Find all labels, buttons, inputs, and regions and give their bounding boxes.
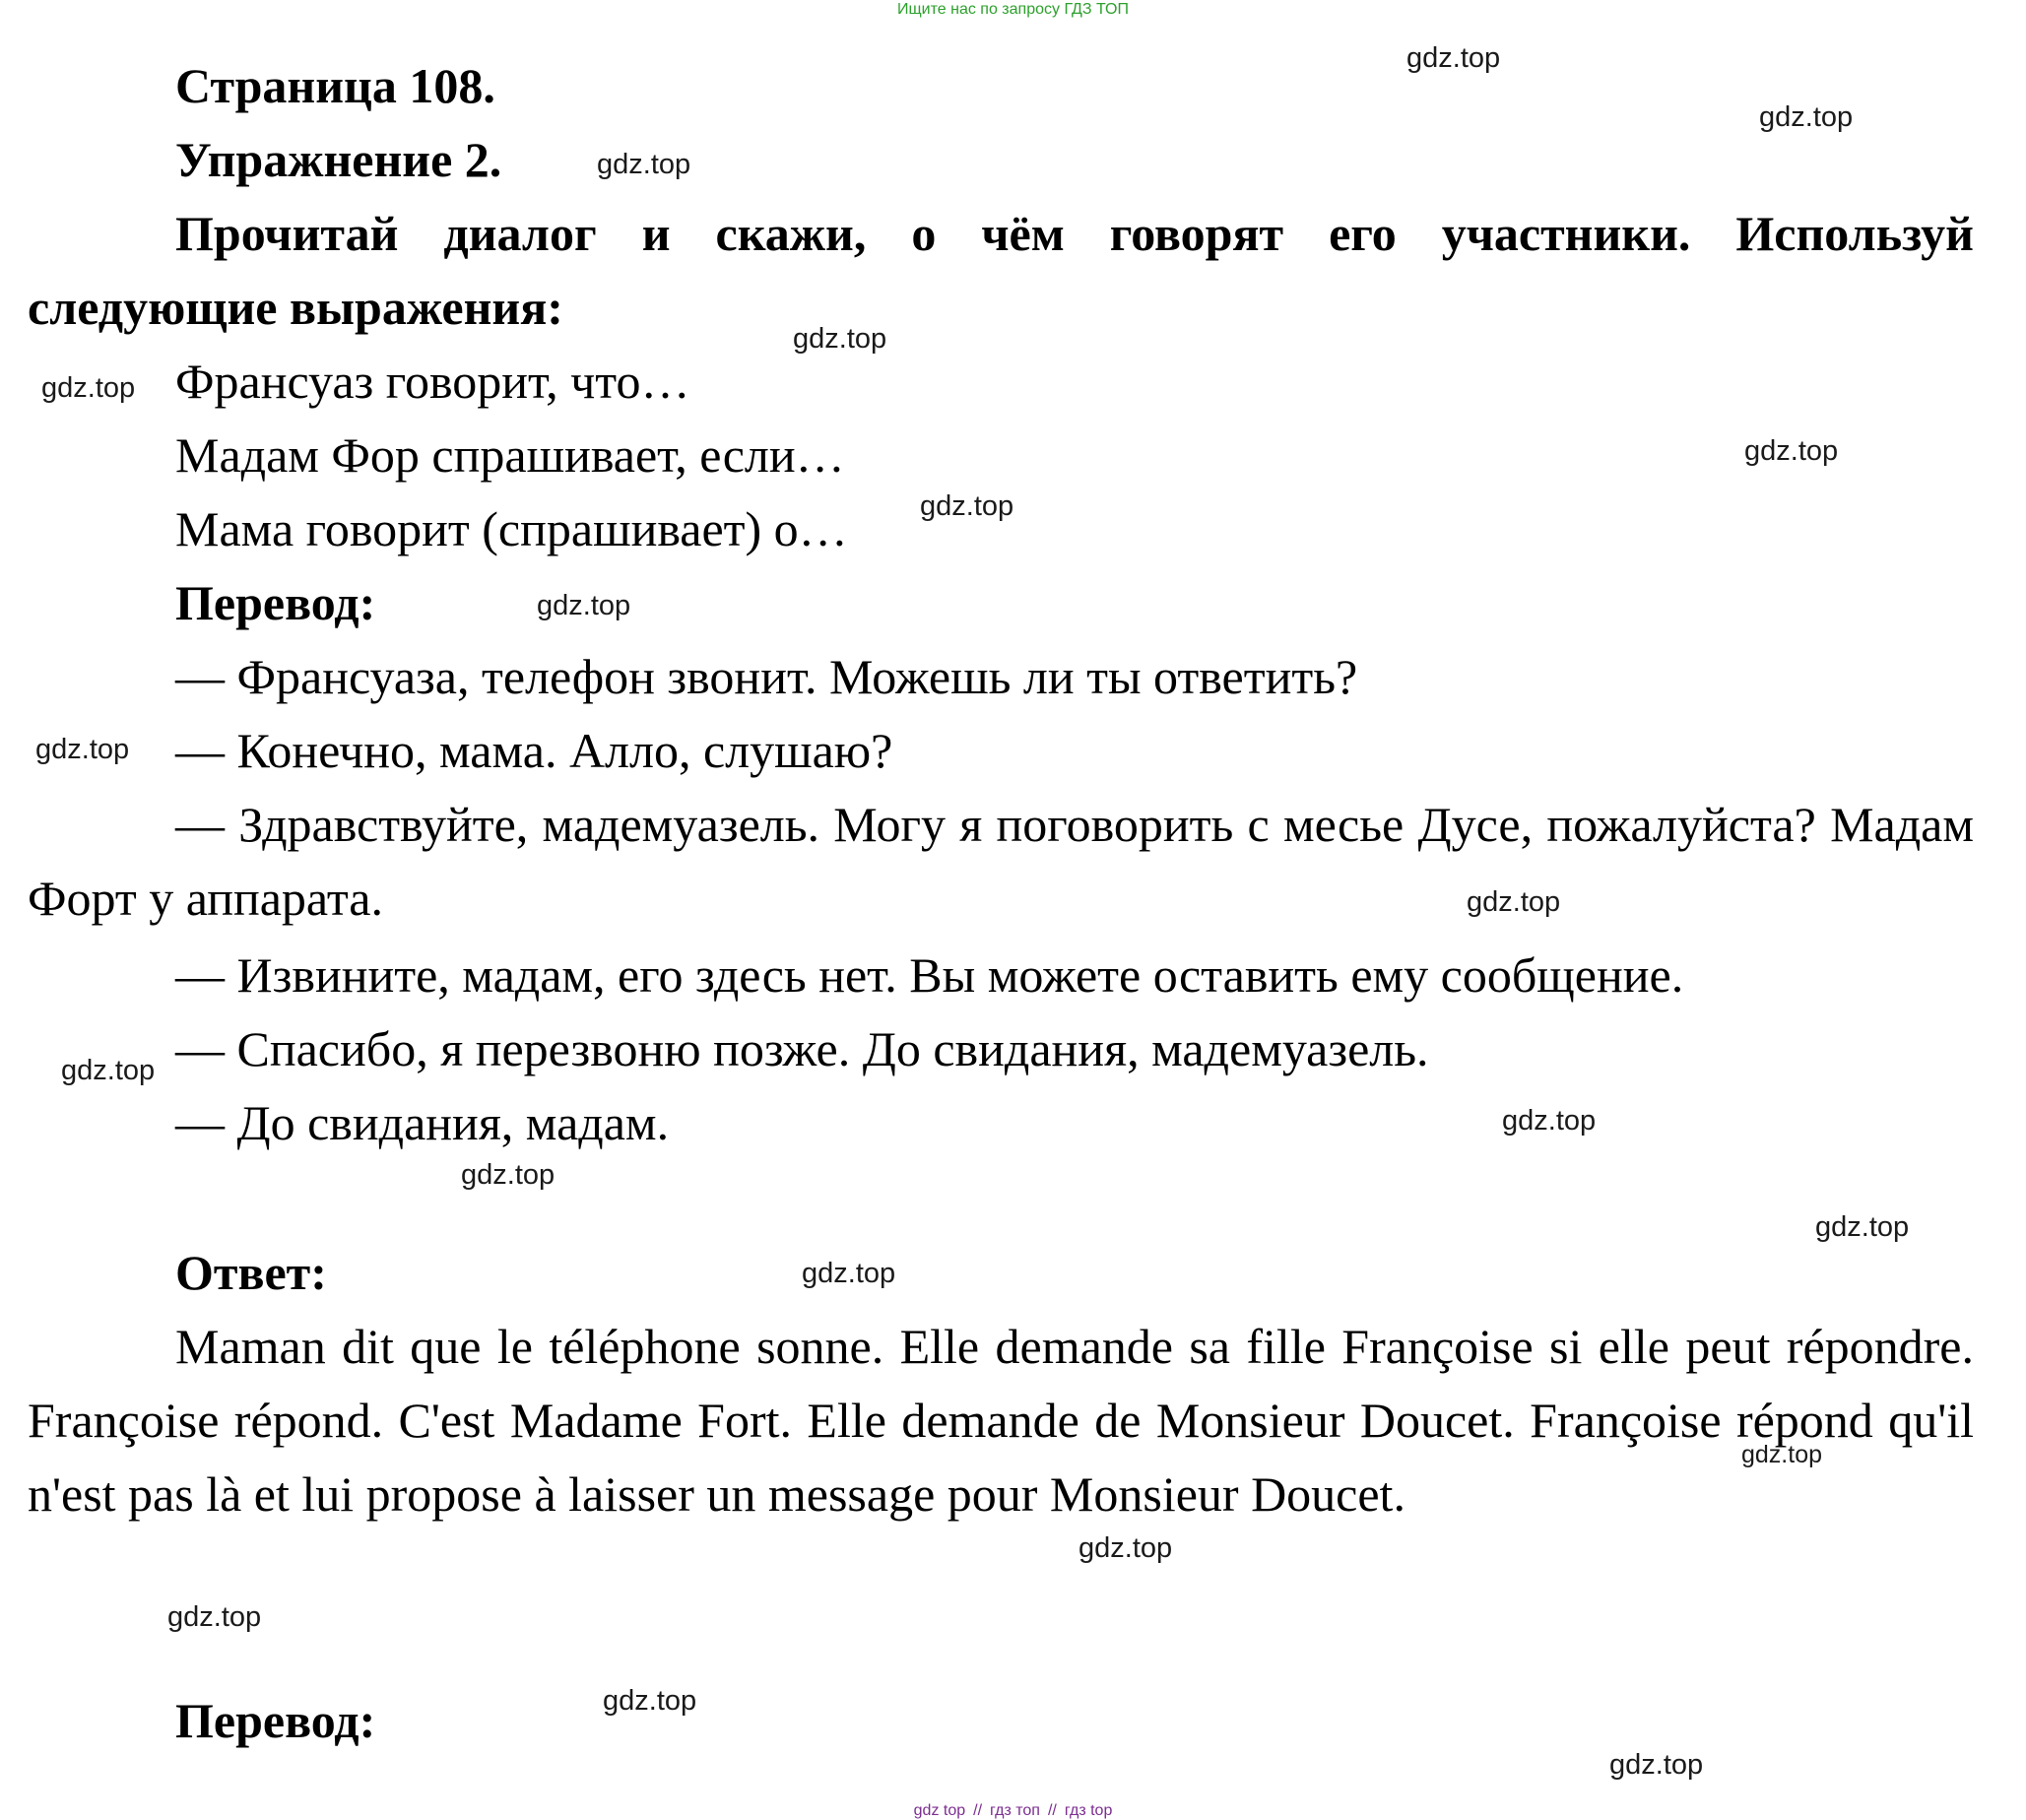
watermark: gdz.top — [1078, 1532, 1173, 1564]
watermark: gdz.top — [537, 590, 631, 621]
footer-link[interactable]: гдз топ — [990, 1802, 1040, 1819]
translation-heading-2: Перевод: — [175, 1693, 376, 1748]
watermark: gdz.top — [1741, 1441, 1823, 1468]
dialogue-line: — До свидания, мадам. — [175, 1095, 670, 1150]
watermark: gdz.top — [41, 372, 136, 404]
watermark: gdz.top — [802, 1258, 896, 1289]
dialogue-line: — Извините, мадам, его здесь нет. Вы можете оставить ему сообщение. — [175, 947, 1684, 1003]
watermark: gdz.top — [1744, 435, 1839, 467]
translation-heading: Перевод: — [175, 575, 376, 630]
page-title: Страница 108. — [175, 58, 495, 113]
footer-link[interactable]: gdz top — [913, 1802, 966, 1819]
task-text-line-1: Прочитай диалог и скажи, о чём говорят его участники. Используй — [175, 206, 1974, 261]
footer-links — [0, 1802, 2026, 1820]
exercise-title: Упражнение 2. — [175, 132, 502, 187]
top-search-link[interactable]: Ищите нас по запросу ГДЗ ТОП — [897, 1, 1129, 18]
footer-separator: // — [973, 1802, 983, 1819]
watermark: gdz.top — [167, 1601, 262, 1633]
watermark: gdz.top — [461, 1159, 556, 1191]
dialogue-line: — Конечно, мама. Алло, слушаю? — [175, 723, 893, 778]
phrase-item: Мама говорит (спрашивает) о… — [175, 501, 848, 556]
watermark: gdz.top — [597, 149, 691, 180]
watermark: gdz.top — [1759, 101, 1854, 133]
watermark: gdz.top — [1502, 1105, 1597, 1137]
footer-separator: // — [1047, 1802, 1057, 1819]
watermark: gdz.top — [35, 734, 130, 765]
dialogue-line: — Спасибо, я перезвоню позже. До свидания, мадемуазель. — [175, 1021, 1429, 1076]
dialogue-line: — Здравствуйте, мадемуазель. Могу я поговорить с месье Дусе, пожалуйста? Мадам Форт у аппарата. — [28, 797, 1974, 926]
footer-link[interactable]: гдз top — [1064, 1802, 1113, 1819]
phrase-item: Франсуаз говорит, что… — [175, 354, 690, 409]
watermark: gdz.top — [603, 1685, 697, 1717]
watermark: gdz.top — [920, 490, 1014, 522]
watermark: gdz.top — [793, 323, 887, 355]
task-text-line-2: следующие выражения: — [28, 280, 563, 335]
watermark: gdz.top — [1815, 1211, 1910, 1243]
watermark: gdz.top — [1467, 886, 1561, 918]
watermark: gdz.top — [1406, 42, 1501, 74]
watermark: gdz.top — [1609, 1749, 1704, 1781]
dialogue-line: — Франсуаза, телефон звонит. Можешь ли ты ответить? — [175, 649, 1358, 704]
phrase-item: Мадам Фор спрашивает, если… — [175, 427, 845, 483]
answer-text: Maman dit que le téléphone sonne. Elle demande sa fille Françoise si elle peut répondre. Françoise répond. C'est Madame Fort. Elle demande de Monsieur Doucet. Françoise répond qu'il n'est pas là et lui propose à laisser un message pour Monsieur Doucet. — [28, 1319, 1974, 1522]
answer-heading: Ответ: — [175, 1245, 327, 1300]
watermark: gdz.top — [61, 1055, 156, 1086]
